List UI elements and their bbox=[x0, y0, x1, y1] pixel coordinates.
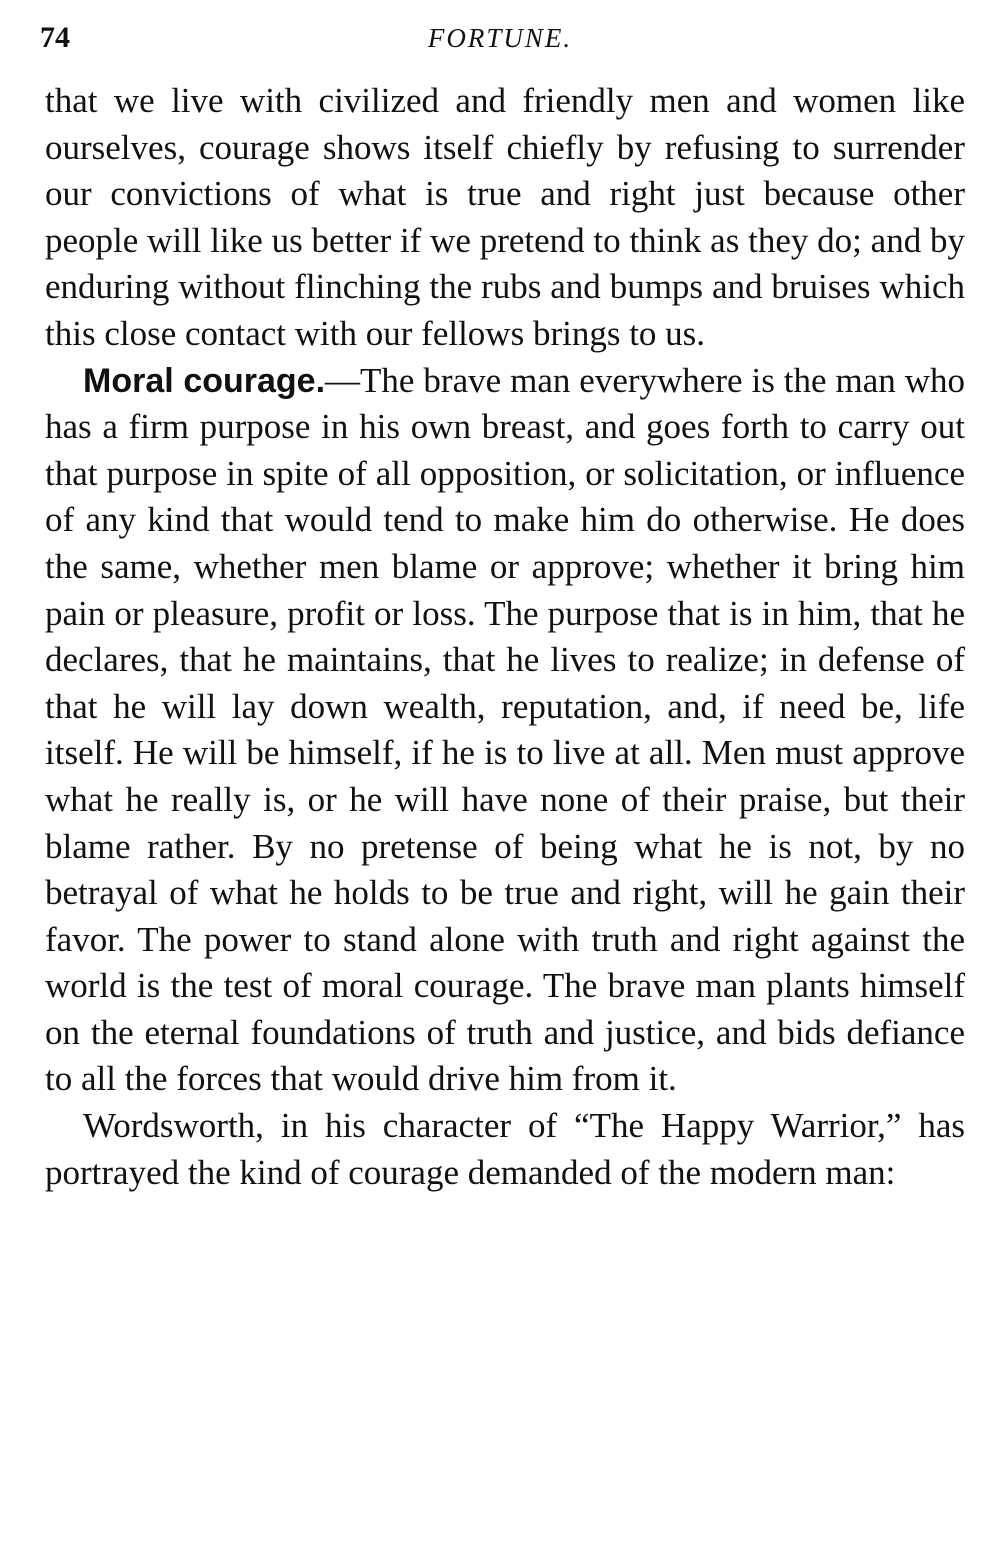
page-header bbox=[40, 16, 960, 60]
paragraph-moral-courage bbox=[45, 358, 965, 1104]
paragraph-continuation: that we live with civilized and friendly men and women like ourselves, courage shows itself chiefly by refusing to surrender our convictions of what is true and right just because other people will like us better if we pretend to think as they do; and by enduring without flinching the rubs and bumps and bruises which this close contact with our fellows brings to us. bbox=[45, 81, 965, 353]
page-number: 74 bbox=[40, 21, 70, 54]
paragraph-body: —The brave man everywhere is the man who has a firm purpose in his own breast, and goes forth to carry out that purpose in spite of all opposition, or solicitation, or influence of any kind that would tend to make him do otherwise. He does the same, whether men blame or approve; whether it bring him pain or pleasure, profit or loss. The purpose that is in him, that he declares, that he maintains, that he lives to realize; in defense of that he will lay down wealth, reputation, and, if need be, life itself. He will be himself, if he is to live at all. Men must approve what he really is, or he will have none of their praise, but their blame rather. By no pretense of being what he is not, by no betrayal of what he holds to be true and right, will he gain their favor. The power to stand alone with truth and right against the world is the test of moral courage. The brave man plants himself on the eternal foundations of truth and justice, and bids defiance to all the forces that would drive him from it. bbox=[45, 360, 965, 1099]
body-text bbox=[45, 78, 965, 1196]
paragraph-wordsworth: Wordsworth, in his character of “The Happy Warrior,” has portrayed the kind of courage demanded of the modern man: bbox=[45, 1106, 965, 1192]
section-heading-moral-courage: Moral courage. bbox=[83, 361, 326, 400]
running-title: FORTUNE. bbox=[427, 23, 573, 53]
